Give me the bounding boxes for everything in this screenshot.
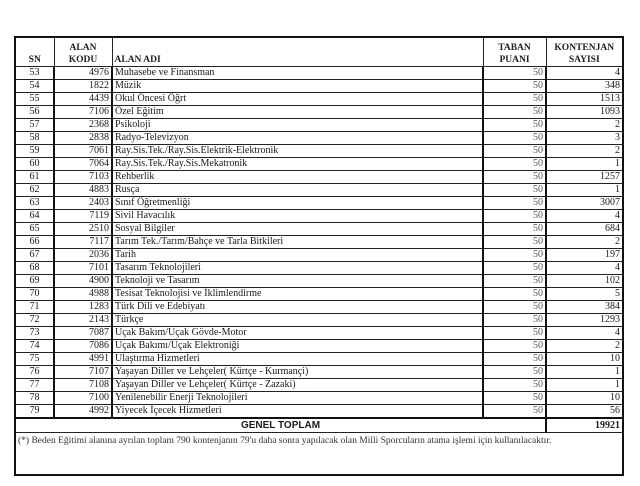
cell-kontenjan-sayisi: 2 [546, 236, 623, 249]
header-alan-kodu-line1: ALAN [69, 43, 97, 53]
cell-alan-kodu: 7106 [54, 106, 112, 119]
table-row [15, 145, 623, 158]
header-sn-text: SN [28, 55, 41, 65]
cell-sn: 75 [15, 353, 54, 366]
table-row [15, 132, 623, 145]
footnote-text: (*) Beden Eğitimi alanına ayrılan toplam 790 kontenjanın 79'u daha sonra yapılacak olan Milli Sporcuların atama işlemi için kullanılacaktır. [15, 433, 623, 476]
cell-kontenjan-sayisi: 1093 [546, 106, 623, 119]
cell-taban-puani: 50 [483, 262, 546, 275]
cell-alan-kodu: 7086 [54, 340, 112, 353]
footnote-row [15, 433, 623, 476]
table-row [15, 392, 623, 405]
table-body [15, 67, 623, 419]
table-row [15, 197, 623, 210]
cell-alan-kodu: 4976 [54, 67, 112, 80]
cell-sn: 69 [15, 275, 54, 288]
cell-taban-puani: 50 [483, 353, 546, 366]
cell-sn: 57 [15, 119, 54, 132]
cell-taban-puani: 50 [483, 275, 546, 288]
cell-kontenjan-sayisi: 4 [546, 67, 623, 80]
cell-kontenjan-sayisi: 4 [546, 262, 623, 275]
cell-taban-puani: 50 [483, 80, 546, 93]
cell-kontenjan-sayisi: 102 [546, 275, 623, 288]
cell-taban-puani: 50 [483, 392, 546, 405]
cell-alan-kodu: 7087 [54, 327, 112, 340]
cell-sn: 79 [15, 405, 54, 419]
cell-sn: 63 [15, 197, 54, 210]
cell-taban-puani: 50 [483, 158, 546, 171]
table-row [15, 171, 623, 184]
cell-taban-puani: 50 [483, 236, 546, 249]
cell-alan-adi: Tasarım Teknolojileri [112, 262, 483, 275]
cell-alan-kodu: 7103 [54, 171, 112, 184]
cell-kontenjan-sayisi: 1257 [546, 171, 623, 184]
table-row [15, 67, 623, 80]
table-row [15, 210, 623, 223]
cell-alan-adi: Sivil Havacılık [112, 210, 483, 223]
table-row [15, 405, 623, 419]
cell-sn: 72 [15, 314, 54, 327]
cell-taban-puani: 50 [483, 106, 546, 119]
cell-taban-puani: 50 [483, 67, 546, 80]
table-row [15, 366, 623, 379]
cell-taban-puani: 50 [483, 210, 546, 223]
cell-sn: 59 [15, 145, 54, 158]
cell-alan-kodu: 7117 [54, 236, 112, 249]
table-header-row [15, 37, 623, 67]
cell-alan-adi: Ray.Sis.Tek./Ray.Sis.Elektrik-Elektronik [112, 145, 483, 158]
grand-total-label: GENEL TOPLAM [15, 418, 546, 433]
table-row [15, 379, 623, 392]
cell-taban-puani: 50 [483, 145, 546, 158]
table-row [15, 158, 623, 171]
quota-table [14, 36, 624, 476]
cell-taban-puani: 50 [483, 301, 546, 314]
cell-alan-kodu: 2403 [54, 197, 112, 210]
header-alan-kodu-line2: KODU [68, 55, 98, 65]
table-row [15, 236, 623, 249]
cell-taban-puani: 50 [483, 197, 546, 210]
table-row [15, 184, 623, 197]
cell-alan-adi: Radyo-Televizyon [112, 132, 483, 145]
cell-alan-adi: Teknoloji ve Tasarım [112, 275, 483, 288]
cell-alan-kodu: 7061 [54, 145, 112, 158]
table-row [15, 106, 623, 119]
header-kontenjan-line2: SAYISI [568, 55, 600, 65]
cell-alan-kodu: 7107 [54, 366, 112, 379]
cell-kontenjan-sayisi: 5 [546, 288, 623, 301]
cell-alan-kodu: 2510 [54, 223, 112, 236]
cell-sn: 77 [15, 379, 54, 392]
cell-alan-adi: Yiyecek İçecek Hizmetleri [112, 405, 483, 419]
cell-alan-adi: Rusça [112, 184, 483, 197]
cell-sn: 64 [15, 210, 54, 223]
cell-taban-puani: 50 [483, 288, 546, 301]
table-row [15, 301, 623, 314]
cell-kontenjan-sayisi: 197 [546, 249, 623, 262]
cell-sn: 60 [15, 158, 54, 171]
header-kontenjan-line1: KONTENJAN [554, 43, 615, 53]
cell-alan-adi: Ulaştırma Hizmetleri [112, 353, 483, 366]
cell-kontenjan-sayisi: 2 [546, 119, 623, 132]
table-row [15, 353, 623, 366]
cell-kontenjan-sayisi: 2 [546, 340, 623, 353]
cell-sn: 68 [15, 262, 54, 275]
cell-alan-adi: Uçak Bakım/Uçak Gövde-Motor [112, 327, 483, 340]
cell-alan-kodu: 7101 [54, 262, 112, 275]
cell-alan-adi: Yaşayan Diller ve Lehçeler( Kürtçe - Kurmançi) [112, 366, 483, 379]
cell-sn: 61 [15, 171, 54, 184]
cell-kontenjan-sayisi: 1293 [546, 314, 623, 327]
cell-alan-kodu: 2368 [54, 119, 112, 132]
cell-kontenjan-sayisi: 1513 [546, 93, 623, 106]
cell-taban-puani: 50 [483, 132, 546, 145]
cell-alan-adi: Rehberlik [112, 171, 483, 184]
cell-sn: 55 [15, 93, 54, 106]
cell-kontenjan-sayisi: 348 [546, 80, 623, 93]
cell-alan-kodu: 4900 [54, 275, 112, 288]
header-alan-adi-text: ALAN ADI [114, 55, 161, 65]
cell-kontenjan-sayisi: 684 [546, 223, 623, 236]
table-row [15, 327, 623, 340]
cell-sn: 62 [15, 184, 54, 197]
cell-kontenjan-sayisi: 1 [546, 184, 623, 197]
cell-sn: 71 [15, 301, 54, 314]
cell-sn: 74 [15, 340, 54, 353]
cell-taban-puani: 50 [483, 379, 546, 392]
header-taban-puani [483, 37, 546, 67]
cell-alan-kodu: 2838 [54, 132, 112, 145]
cell-alan-adi: Sosyal Bilgiler [112, 223, 483, 236]
cell-kontenjan-sayisi: 4 [546, 210, 623, 223]
cell-alan-adi: Muhasebe ve Finansman [112, 67, 483, 80]
cell-alan-adi: Tesisat Teknolojisi ve İklimlendirme [112, 288, 483, 301]
cell-sn: 73 [15, 327, 54, 340]
cell-sn: 78 [15, 392, 54, 405]
cell-alan-adi: Sınıf Öğretmenliği [112, 197, 483, 210]
cell-taban-puani: 50 [483, 405, 546, 419]
table-row [15, 275, 623, 288]
cell-alan-adi: Yenilenebilir Enerji Teknolojileri [112, 392, 483, 405]
cell-taban-puani: 50 [483, 327, 546, 340]
cell-alan-adi: Psikoloji [112, 119, 483, 132]
table-row [15, 223, 623, 236]
cell-sn: 56 [15, 106, 54, 119]
cell-sn: 67 [15, 249, 54, 262]
header-alan-adi [112, 37, 483, 67]
cell-alan-adi: Özel Eğitim [112, 106, 483, 119]
cell-taban-puani: 50 [483, 314, 546, 327]
cell-alan-kodu: 7064 [54, 158, 112, 171]
table-row [15, 340, 623, 353]
cell-alan-kodu: 4439 [54, 93, 112, 106]
cell-sn: 53 [15, 67, 54, 80]
table-row [15, 262, 623, 275]
cell-kontenjan-sayisi: 384 [546, 301, 623, 314]
cell-kontenjan-sayisi: 3 [546, 132, 623, 145]
table-row [15, 93, 623, 106]
cell-alan-kodu: 7100 [54, 392, 112, 405]
cell-taban-puani: 50 [483, 223, 546, 236]
cell-sn: 66 [15, 236, 54, 249]
cell-kontenjan-sayisi: 1 [546, 379, 623, 392]
grand-total-value: 19921 [546, 418, 623, 433]
cell-sn: 76 [15, 366, 54, 379]
table-row [15, 288, 623, 301]
cell-alan-adi: Müzik [112, 80, 483, 93]
table-row [15, 249, 623, 262]
cell-sn: 70 [15, 288, 54, 301]
header-alan-kodu [54, 37, 112, 67]
cell-taban-puani: 50 [483, 249, 546, 262]
cell-kontenjan-sayisi: 10 [546, 353, 623, 366]
cell-sn: 65 [15, 223, 54, 236]
cell-alan-kodu: 4992 [54, 405, 112, 419]
cell-alan-adi: Uçak Bakımı/Uçak Elektroniği [112, 340, 483, 353]
cell-alan-kodu: 7108 [54, 379, 112, 392]
table-row [15, 314, 623, 327]
cell-taban-puani: 50 [483, 366, 546, 379]
quota-table-container [14, 36, 622, 476]
cell-alan-kodu: 2036 [54, 249, 112, 262]
cell-kontenjan-sayisi: 1 [546, 158, 623, 171]
cell-taban-puani: 50 [483, 184, 546, 197]
grand-total-row [15, 418, 623, 433]
cell-alan-adi: Okul Öncesi Öğrt [112, 93, 483, 106]
cell-kontenjan-sayisi: 2 [546, 145, 623, 158]
cell-alan-adi: Türk Dili ve Edebiyatı [112, 301, 483, 314]
cell-alan-adi: Türkçe [112, 314, 483, 327]
header-sn [15, 37, 54, 67]
cell-alan-kodu: 4883 [54, 184, 112, 197]
header-taban-line2: PUANI [499, 55, 530, 65]
cell-taban-puani: 50 [483, 93, 546, 106]
cell-kontenjan-sayisi: 3007 [546, 197, 623, 210]
cell-taban-puani: 50 [483, 171, 546, 184]
cell-alan-adi: Ray.Sis.Tek./Ray.Sis.Mekatronik [112, 158, 483, 171]
cell-alan-adi: Tarih [112, 249, 483, 262]
cell-kontenjan-sayisi: 4 [546, 327, 623, 340]
cell-alan-kodu: 7119 [54, 210, 112, 223]
cell-alan-adi: Yaşayan Diller ve Lehçeler( Kürtçe - Zazaki) [112, 379, 483, 392]
cell-sn: 58 [15, 132, 54, 145]
table-row [15, 119, 623, 132]
header-kontenjan-sayisi [546, 37, 623, 67]
table-row [15, 80, 623, 93]
cell-kontenjan-sayisi: 1 [546, 366, 623, 379]
cell-taban-puani: 50 [483, 119, 546, 132]
cell-kontenjan-sayisi: 10 [546, 392, 623, 405]
cell-alan-adi: Tarım Tek./Tarım/Bahçe ve Tarla Bitkileri [112, 236, 483, 249]
cell-alan-kodu: 4988 [54, 288, 112, 301]
cell-alan-kodu: 1283 [54, 301, 112, 314]
cell-alan-kodu: 2143 [54, 314, 112, 327]
cell-taban-puani: 50 [483, 340, 546, 353]
cell-alan-kodu: 4991 [54, 353, 112, 366]
header-taban-line1: TABAN [498, 43, 531, 53]
cell-kontenjan-sayisi: 56 [546, 405, 623, 419]
cell-alan-kodu: 1822 [54, 80, 112, 93]
cell-sn: 54 [15, 80, 54, 93]
